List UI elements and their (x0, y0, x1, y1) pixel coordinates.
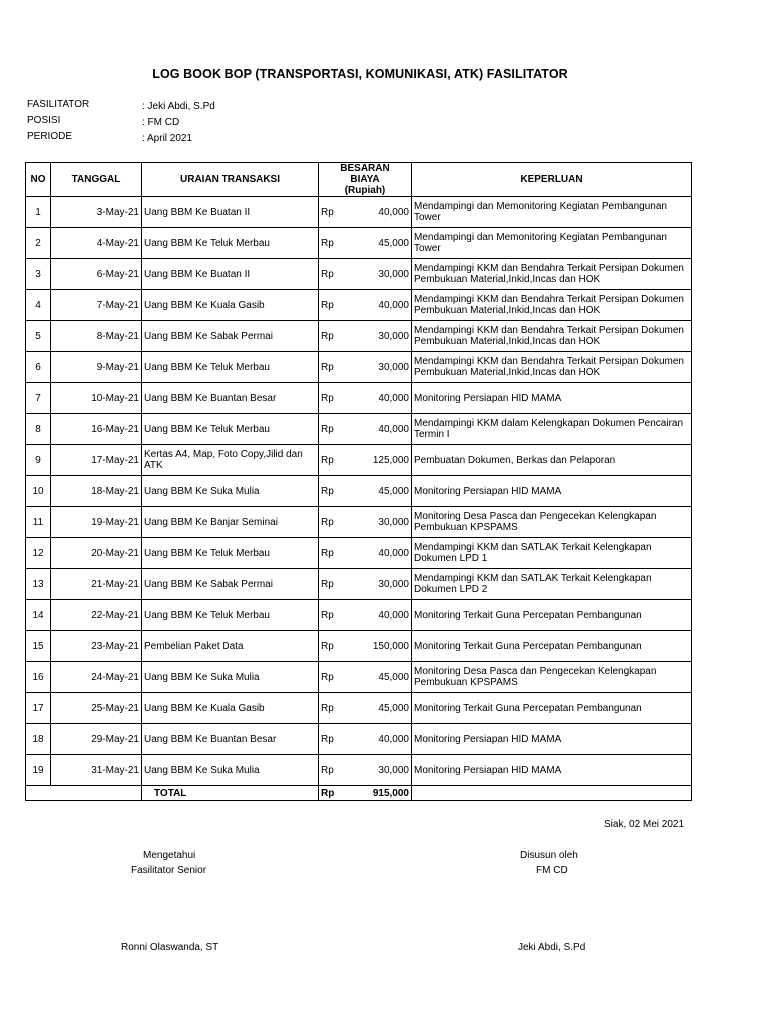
row-keperluan: Mendampingi KKM dan Bendahra Terkait Persipan Dokumen Pembukuan Material,Inkid,Incas dan HOK (412, 259, 692, 290)
row-amount: 30,000 (347, 755, 412, 786)
row-uraian: Uang BBM Ke Suka Mulia (142, 476, 319, 507)
row-amount: 40,000 (347, 290, 412, 321)
row-keperluan: Monitoring Persiapan HID MAMA (412, 755, 692, 786)
table-row (26, 631, 692, 662)
row-tanggal: 24-May-21 (51, 662, 142, 693)
row-keperluan: Mendampingi KKM dan SATLAK Terkait Kelengkapan Dokumen LPD 1 (412, 538, 692, 569)
row-currency: Rp (319, 631, 347, 662)
table-row (26, 228, 692, 259)
row-amount: 40,000 (347, 538, 412, 569)
table-row (26, 507, 692, 538)
row-uraian: Uang BBM Ke Banjar Seminai (142, 507, 319, 538)
row-currency: Rp (319, 197, 347, 228)
header-keperluan: KEPERLUAN (412, 163, 692, 197)
meta-value-fasilitator: : Jeki Abdi, S.Pd (142, 101, 215, 112)
log-table (25, 162, 692, 801)
row-no: 16 (26, 662, 51, 693)
row-tanggal: 21-May-21 (51, 569, 142, 600)
table-row (26, 538, 692, 569)
row-uraian: Uang BBM Ke Buantan Besar (142, 724, 319, 755)
right-signature-name: Jeki Abdi, S.Pd (518, 942, 586, 953)
row-tanggal: 7-May-21 (51, 290, 142, 321)
left-signature-name: Ronni Olaswanda, ST (121, 942, 219, 953)
place-date: Siak, 02 Mei 2021 (604, 819, 685, 830)
meta-value-periode: : April 2021 (142, 133, 193, 144)
document-title: LOG BOOK BOP (TRANSPORTASI, KOMUNIKASI, ATK) FASILITATOR (152, 67, 568, 81)
row-uraian: Uang BBM Ke Buatan II (142, 197, 319, 228)
row-currency: Rp (319, 228, 347, 259)
header-tanggal: TANGGAL (51, 163, 142, 197)
row-tanggal: 6-May-21 (51, 259, 142, 290)
row-currency: Rp (319, 755, 347, 786)
row-tanggal: 23-May-21 (51, 631, 142, 662)
row-tanggal: 9-May-21 (51, 352, 142, 383)
row-currency: Rp (319, 321, 347, 352)
left-signature-role: Fasilitator Senior (131, 865, 207, 876)
row-currency: Rp (319, 445, 347, 476)
row-keperluan: Monitoring Terkait Guna Percepatan Pembangunan (412, 693, 692, 724)
row-amount: 30,000 (347, 507, 412, 538)
row-amount: 30,000 (347, 321, 412, 352)
meta-value-posisi: : FM CD (142, 117, 180, 128)
row-no: 15 (26, 631, 51, 662)
meta-label-periode: PERIODE (27, 131, 73, 142)
row-currency: Rp (319, 569, 347, 600)
table-row (26, 724, 692, 755)
row-no: 19 (26, 755, 51, 786)
row-keperluan: Mendampingi KKM dan Bendahra Terkait Persipan Dokumen Pembukuan Material,Inkid,Incas dan HOK (412, 321, 692, 352)
row-no: 3 (26, 259, 51, 290)
row-currency: Rp (319, 662, 347, 693)
row-amount: 45,000 (347, 693, 412, 724)
row-tanggal: 22-May-21 (51, 600, 142, 631)
row-keperluan: Mendampingi dan Memonitoring Kegiatan Pembangunan Tower (412, 197, 692, 228)
row-tanggal: 16-May-21 (51, 414, 142, 445)
row-tanggal: 18-May-21 (51, 476, 142, 507)
table-row (26, 569, 692, 600)
row-amount: 30,000 (347, 569, 412, 600)
meta-label-posisi: POSISI (27, 115, 61, 126)
row-tanggal: 31-May-21 (51, 755, 142, 786)
row-keperluan: Mendampingi KKM dan SATLAK Terkait Kelengkapan Dokumen LPD 2 (412, 569, 692, 600)
row-no: 6 (26, 352, 51, 383)
row-no: 7 (26, 383, 51, 414)
row-uraian: Uang BBM Ke Teluk Merbau (142, 600, 319, 631)
row-keperluan: Mendampingi KKM dan Bendahra Terkait Persipan Dokumen Pembukuan Material,Inkid,Incas dan HOK (412, 290, 692, 321)
row-amount: 30,000 (347, 259, 412, 290)
row-keperluan: Mendampingi dan Memonitoring Kegiatan Pembangunan Tower (412, 228, 692, 259)
row-uraian: Uang BBM Ke Sabak Permai (142, 569, 319, 600)
row-currency: Rp (319, 538, 347, 569)
table-row (26, 321, 692, 352)
right-signature-title: Disusun oleh (520, 850, 578, 861)
row-no: 11 (26, 507, 51, 538)
table-row (26, 445, 692, 476)
row-tanggal: 17-May-21 (51, 445, 142, 476)
row-keperluan: Monitoring Persiapan HID MAMA (412, 476, 692, 507)
row-keperluan: Monitoring Persiapan HID MAMA (412, 383, 692, 414)
table-row (26, 662, 692, 693)
row-no: 2 (26, 228, 51, 259)
row-no: 12 (26, 538, 51, 569)
table-row (26, 693, 692, 724)
row-currency: Rp (319, 476, 347, 507)
row-amount: 45,000 (347, 662, 412, 693)
row-amount: 40,000 (347, 383, 412, 414)
row-tanggal: 29-May-21 (51, 724, 142, 755)
table-row (26, 352, 692, 383)
row-currency: Rp (319, 383, 347, 414)
header-biaya: BESARAN BIAYA (Rupiah) (319, 163, 412, 197)
left-signature-title: Mengetahui (143, 850, 196, 861)
total-amount: 915,000 (347, 786, 412, 801)
row-no: 1 (26, 197, 51, 228)
row-tanggal: 4-May-21 (51, 228, 142, 259)
row-uraian: Uang BBM Ke Kuala Gasib (142, 693, 319, 724)
row-no: 14 (26, 600, 51, 631)
row-no: 13 (26, 569, 51, 600)
header-no: NO (26, 163, 51, 197)
row-uraian: Uang BBM Ke Suka Mulia (142, 755, 319, 786)
row-amount: 40,000 (347, 197, 412, 228)
table-body (26, 197, 692, 786)
row-amount: 125,000 (347, 445, 412, 476)
row-currency: Rp (319, 693, 347, 724)
table-row (26, 414, 692, 445)
table-row (26, 600, 692, 631)
table-header-row (26, 163, 692, 197)
right-signature-role: FM CD (536, 865, 568, 876)
row-keperluan: Monitoring Persiapan HID MAMA (412, 724, 692, 755)
row-keperluan: Monitoring Terkait Guna Percepatan Pembangunan (412, 631, 692, 662)
row-uraian: Uang BBM Ke Teluk Merbau (142, 352, 319, 383)
row-no: 17 (26, 693, 51, 724)
row-uraian: Uang BBM Ke Teluk Merbau (142, 228, 319, 259)
total-currency: Rp (319, 786, 347, 801)
row-no: 9 (26, 445, 51, 476)
row-keperluan: Pembuatan Dokumen, Berkas dan Pelaporan (412, 445, 692, 476)
row-amount: 45,000 (347, 476, 412, 507)
table-row (26, 290, 692, 321)
row-tanggal: 19-May-21 (51, 507, 142, 538)
row-amount: 40,000 (347, 414, 412, 445)
row-no: 5 (26, 321, 51, 352)
row-keperluan: Mendampingi KKM dalam Kelengkapan Dokumen Pencairan Termin I (412, 414, 692, 445)
table-row (26, 383, 692, 414)
total-spacer (26, 786, 142, 801)
table-row (26, 476, 692, 507)
row-uraian: Uang BBM Ke Suka Mulia (142, 662, 319, 693)
row-tanggal: 8-May-21 (51, 321, 142, 352)
row-tanggal: 25-May-21 (51, 693, 142, 724)
row-amount: 45,000 (347, 228, 412, 259)
total-row (26, 786, 692, 801)
row-currency: Rp (319, 724, 347, 755)
row-currency: Rp (319, 352, 347, 383)
row-uraian: Kertas A4, Map, Foto Copy,Jilid dan ATK (142, 445, 319, 476)
row-keperluan: Monitoring Desa Pasca dan Pengecekan Kelengkapan Pembukuan KPSPAMS (412, 507, 692, 538)
row-amount: 30,000 (347, 352, 412, 383)
row-currency: Rp (319, 507, 347, 538)
row-no: 8 (26, 414, 51, 445)
total-label: TOTAL (142, 786, 319, 801)
row-amount: 40,000 (347, 724, 412, 755)
row-uraian: Uang BBM Ke Sabak Permai (142, 321, 319, 352)
row-currency: Rp (319, 600, 347, 631)
row-tanggal: 20-May-21 (51, 538, 142, 569)
row-uraian: Uang BBM Ke Teluk Merbau (142, 414, 319, 445)
row-amount: 150,000 (347, 631, 412, 662)
row-amount: 40,000 (347, 600, 412, 631)
header-uraian: URAIAN TRANSAKSI (142, 163, 319, 197)
row-uraian: Pembelian Paket Data (142, 631, 319, 662)
row-uraian: Uang BBM Ke Kuala Gasib (142, 290, 319, 321)
meta-label-fasilitator: FASILITATOR (27, 99, 90, 110)
row-no: 4 (26, 290, 51, 321)
row-tanggal: 3-May-21 (51, 197, 142, 228)
row-uraian: Uang BBM Ke Teluk Merbau (142, 538, 319, 569)
row-keperluan: Monitoring Terkait Guna Percepatan Pembangunan (412, 600, 692, 631)
table-row (26, 197, 692, 228)
row-currency: Rp (319, 414, 347, 445)
row-currency: Rp (319, 290, 347, 321)
total-empty (412, 786, 692, 801)
row-no: 10 (26, 476, 51, 507)
row-keperluan: Mendampingi KKM dan Bendahra Terkait Persipan Dokumen Pembukuan Material,Inkid,Incas dan HOK (412, 352, 692, 383)
row-uraian: Uang BBM Ke Buantan Besar (142, 383, 319, 414)
table-row (26, 259, 692, 290)
row-uraian: Uang BBM Ke Buatan II (142, 259, 319, 290)
row-no: 18 (26, 724, 51, 755)
table-row (26, 755, 692, 786)
row-keperluan: Monitoring Desa Pasca dan Pengecekan Kelengkapan Pembukuan KPSPAMS (412, 662, 692, 693)
row-tanggal: 10-May-21 (51, 383, 142, 414)
row-currency: Rp (319, 259, 347, 290)
